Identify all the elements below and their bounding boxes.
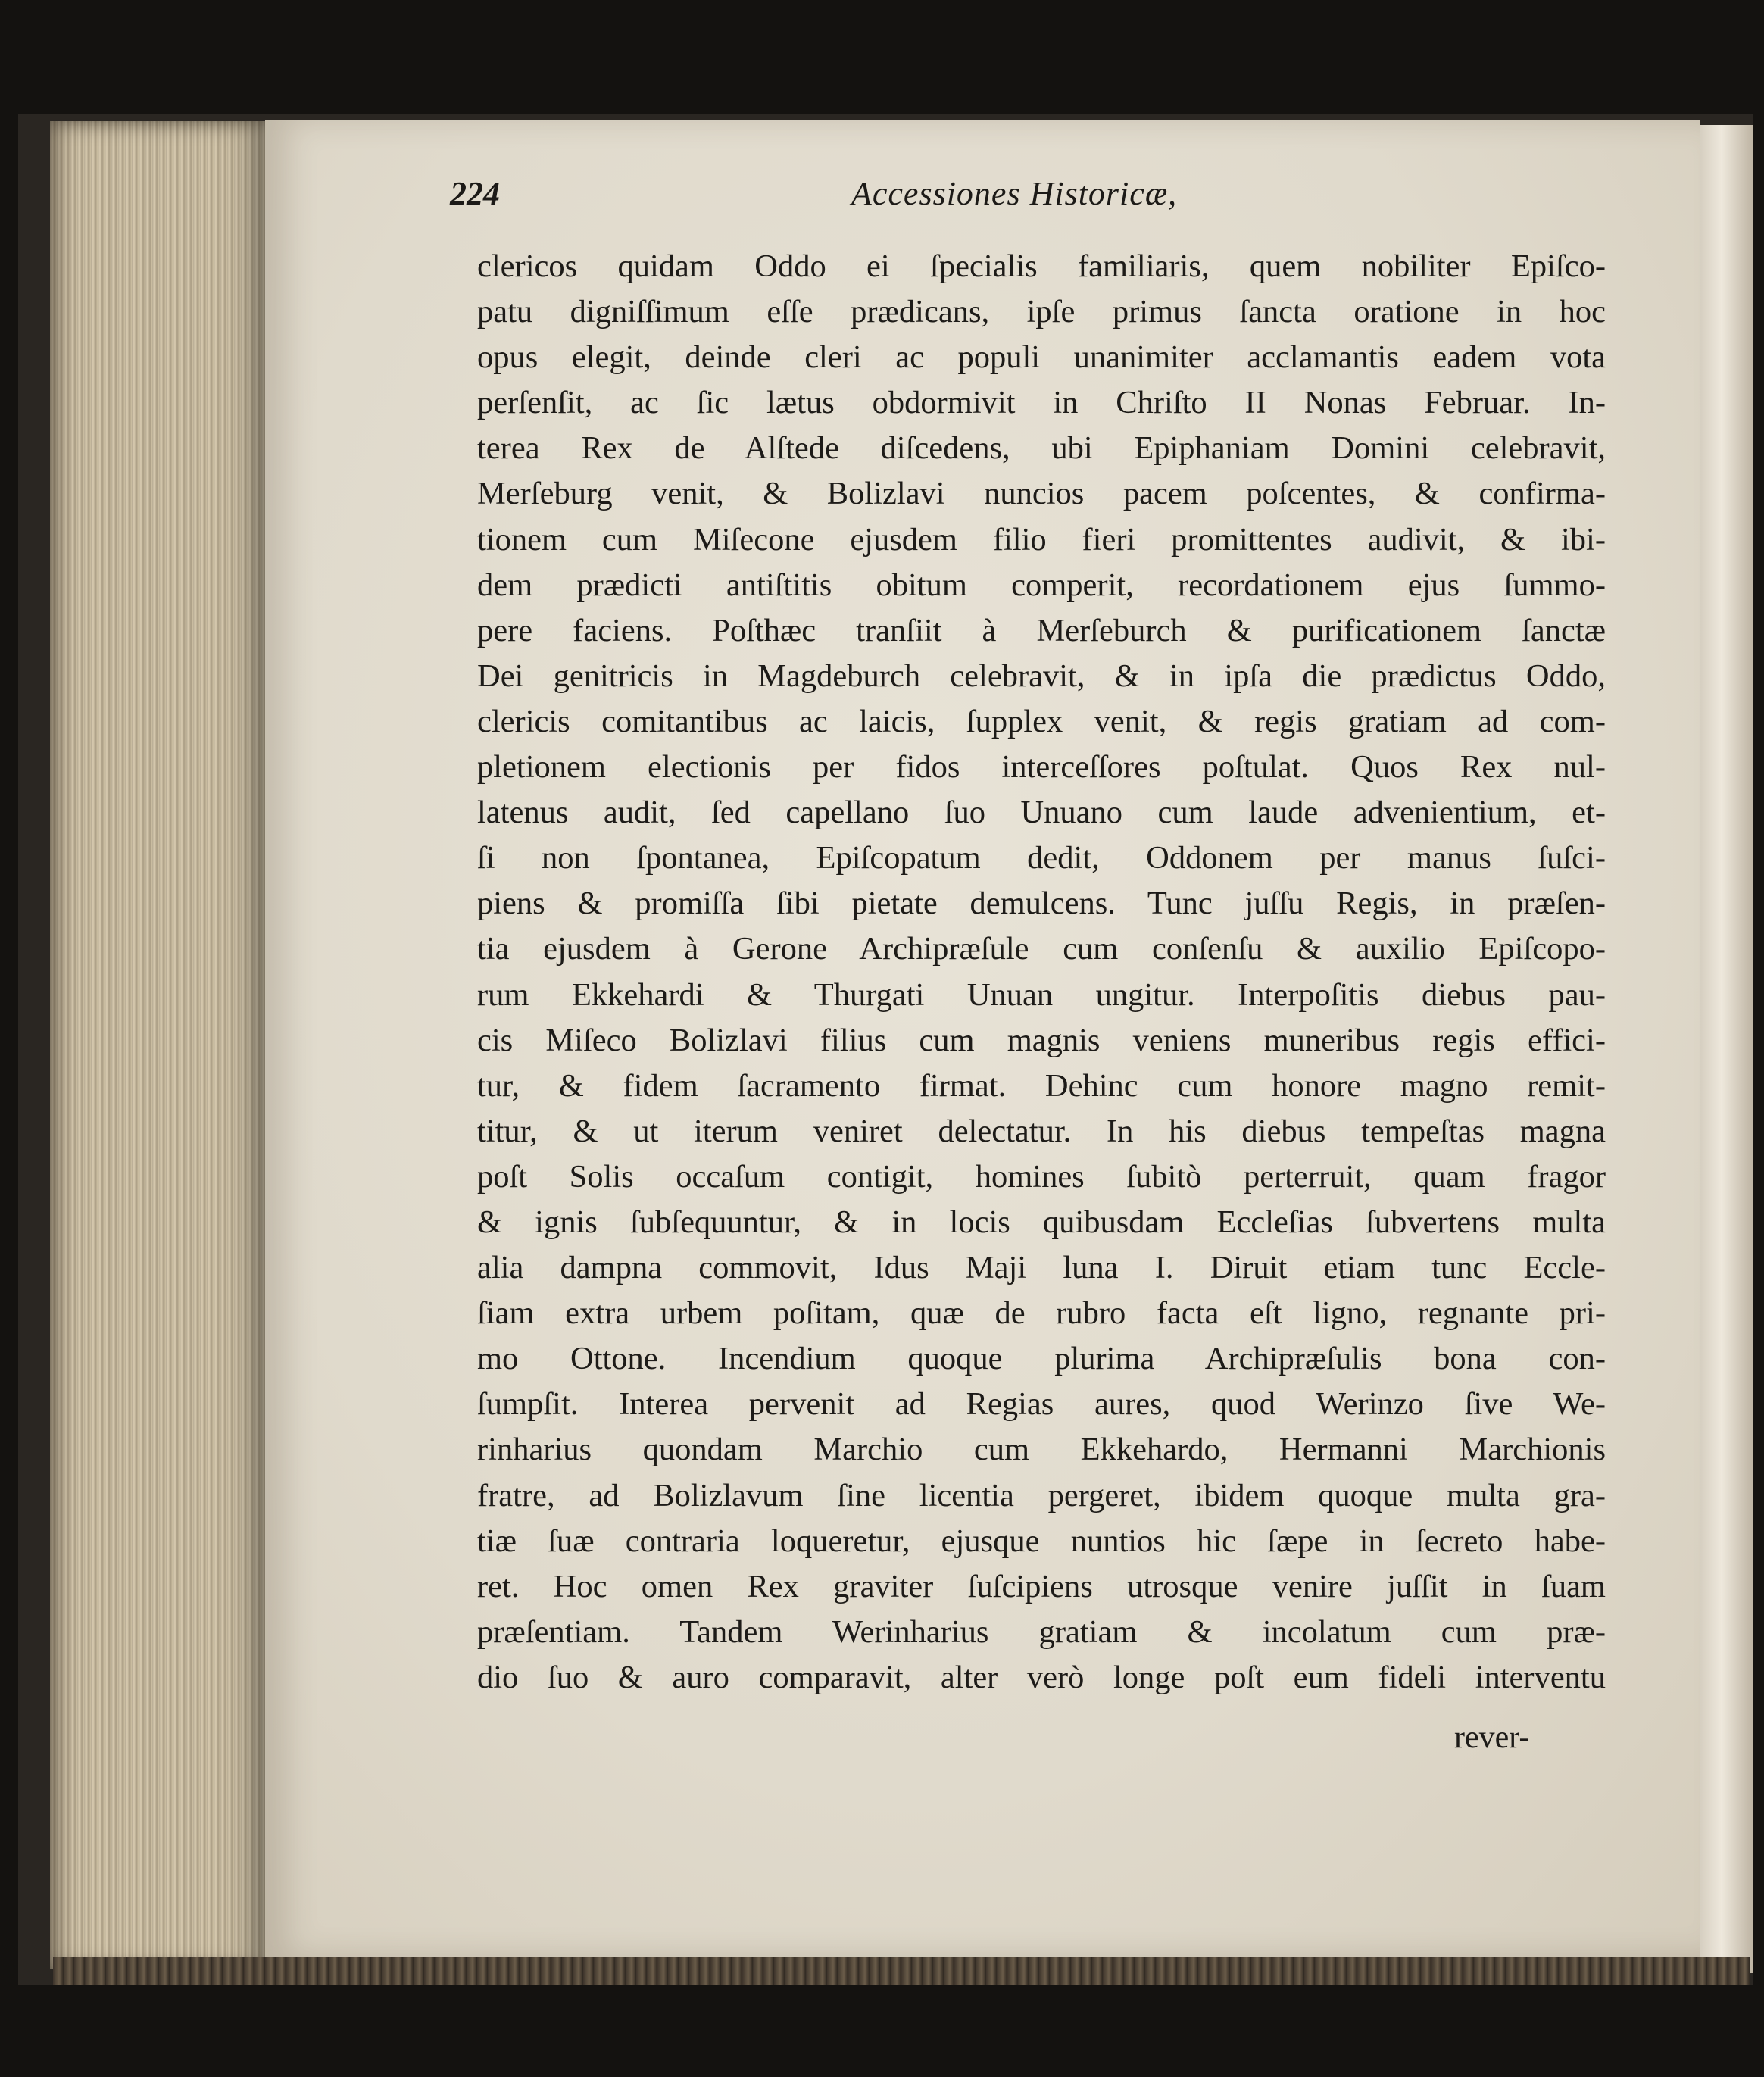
text-line: opus elegit, deinde cleri ac populi unanimiter acclamantis eadem vota [477, 339, 1606, 376]
text-line: ret. Hoc omen Rex graviter ſuſcipiens utrosque venire juſſit in ſuam [477, 1568, 1606, 1604]
text-line: tiæ ſuæ contraria loqueretur, ejusque nuntios hic ſæpe in ſecreto habe- [477, 1523, 1606, 1559]
text-line: dem prædicti antiſtitis obitum comperit, recordationem ejus ſummo- [477, 567, 1606, 603]
page-header [450, 174, 1662, 220]
text-line: Dei genitricis in Magdeburch celebravit, & in ipſa die prædictus Oddo, [477, 657, 1606, 694]
text-line: ſumpſit. Interea pervenit ad Regias aures, quod Werinzo ſive We- [477, 1386, 1606, 1423]
text-line: Merſeburg venit, & Bolizlavi nuncios pacem poſcentes, & confirma- [477, 476, 1606, 512]
text-line: poſt Solis occaſum contigit, homines ſubitò perterruit, quam fragor [477, 1158, 1606, 1195]
catchword: rever- [1454, 1720, 1530, 1755]
page-number: 224 [450, 175, 500, 212]
book-bottom-edge [53, 1957, 1750, 1985]
text-line: & ignis ſubſequuntur, & in locis quibusdam Eccleſias ſubvertens multa [477, 1204, 1606, 1240]
text-line: pere faciens. Poſthæc tranſiit à Merſeburch & purificationem ſanctæ [477, 612, 1606, 648]
body-text [477, 244, 1606, 1701]
facing-page-edge [1700, 125, 1753, 1973]
text-line: tia ejusdem à Gerone Archipræſule cum conſenſu & auxilio Epiſcopo- [477, 931, 1606, 967]
text-line: latenus audit, ſed capellano ſuo Unuano cum laude advenientium, et- [477, 795, 1606, 831]
text-line: præſentiam. Tandem Werinharius gratiam & incolatum cum præ- [477, 1613, 1606, 1650]
text-line: ſiam extra urbem poſitam, quæ de rubro facta eſt ligno, regnante pri- [477, 1295, 1606, 1332]
text-line: mo Ottone. Incendium quoque plurima Archipræſulis bona con- [477, 1341, 1606, 1377]
text-line: titur, & ut iterum veniret delectatur. In his diebus tempeſtas magna [477, 1113, 1606, 1149]
text-line: tionem cum Miſecone ejusdem filio fieri promittentes audivit, & ibi- [477, 521, 1606, 558]
text-line: ſi non ſpontanea, Epiſcopatum dedit, Oddonem per manus ſuſci- [477, 840, 1606, 876]
text-line: perſenſit, ac ſic lætus obdormivit in Chriſto II Nonas Februar. In- [477, 385, 1606, 421]
text-line: tur, & fidem ſacramento firmat. Dehinc cum honore magno remit- [477, 1067, 1606, 1104]
text-line: clericos quidam Oddo ei ſpecialis familiaris, quem nobiliter Epiſco- [477, 248, 1606, 284]
text-line: clericis comitantibus ac laicis, ſupplex venit, & regis gratiam ad com- [477, 703, 1606, 739]
page-stack-edge [50, 121, 266, 1969]
text-line: pletionem electionis per fidos interceſſores poſtulat. Quos Rex nul- [477, 749, 1606, 786]
running-title: Accessiones Historicæ, [851, 175, 1178, 212]
text-line: piens & promiſſa ſibi pietate demulcens. Tunc juſſu Regis, in præſen- [477, 885, 1606, 922]
text-line: rinharius quondam Marchio cum Ekkehardo, Hermanni Marchionis [477, 1432, 1606, 1468]
text-line: terea Rex de Alſtede diſcedens, ubi Epiphaniam Domini celebravit, [477, 430, 1606, 467]
text-line: cis Miſeco Bolizlavi filius cum magnis veniens muneribus regis effici- [477, 1022, 1606, 1058]
text-line: fratre, ad Bolizlavum ſine licentia pergeret, ibidem quoque multa gra- [477, 1477, 1606, 1513]
text-line: rum Ekkehardi & Thurgati Unuan ungitur. Interpoſitis diebus pau- [477, 976, 1606, 1013]
text-line: patu digniſſimum eſſe prædicans, ipſe primus ſancta oratione in hoc [477, 294, 1606, 330]
text-line: dio ſuo & auro comparavit, alter verò longe poſt eum fideli interventu [477, 1659, 1606, 1695]
text-line: alia dampna commovit, Idus Maji luna I. Diruit etiam tunc Eccle- [477, 1250, 1606, 1286]
